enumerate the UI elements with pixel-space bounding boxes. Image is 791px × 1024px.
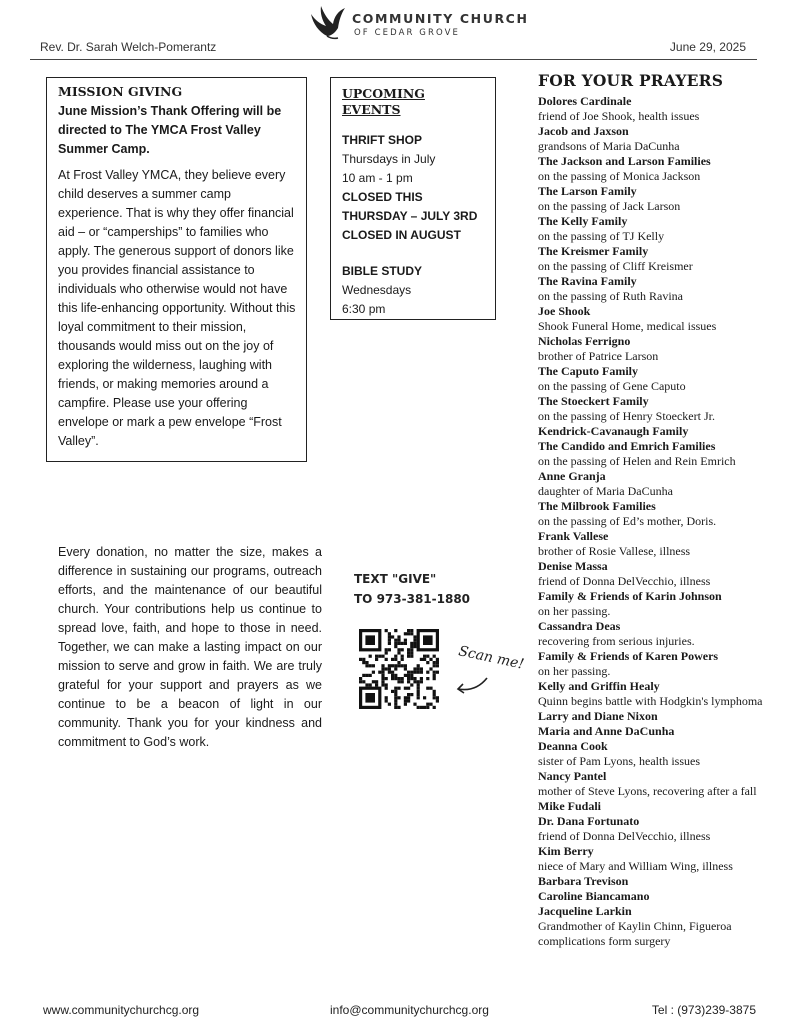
prayer-note: grandsons of Maria DaCunha bbox=[538, 139, 680, 153]
prayer-entry bbox=[538, 124, 783, 154]
footer-phone: Tel : (973)239-3875 bbox=[651, 1003, 756, 1017]
prayer-name: Dr. Dana Fortunato bbox=[538, 814, 640, 828]
prayer-note: friend of Joe Shook, health issues bbox=[538, 109, 700, 123]
prayer-note: on the passing of Gene Caputo bbox=[538, 379, 686, 393]
prayer-entry bbox=[538, 769, 783, 799]
prayer-entry bbox=[538, 94, 783, 124]
prayer-entry bbox=[538, 424, 783, 439]
prayer-list bbox=[538, 70, 783, 949]
footer-website[interactable]: www.communitychurchcg.org bbox=[43, 1003, 200, 1017]
mission-body: At Frost Valley YMCA, they believe every child deserves a summer camp experience. That is why they offer financial aid – or “camperships” to families who apply. The generous support of donors like you provides financial assistance to individuals who otherwise would not have this life-enhancing opportunity. Without this loyal commitment to their mission, thousands would miss out on the joy of exploring the wilderness, laughing with friends, or making memories around a campfire. Please use your offering envelope or mark a pew envelope “Frost Valley”. bbox=[58, 168, 296, 448]
prayer-note: on the passing of Helen and Rein Emrich bbox=[538, 454, 736, 468]
prayer-entry bbox=[538, 649, 783, 679]
prayer-name: Frank Vallese bbox=[538, 529, 609, 543]
prayer-name: Kim Berry bbox=[538, 844, 594, 858]
prayer-entry bbox=[538, 529, 783, 559]
thrift-shop-day: Thursdays in July bbox=[342, 152, 436, 166]
prayer-note: on the passing of Jack Larson bbox=[538, 199, 681, 213]
prayer-note: daughter of Maria DaCunha bbox=[538, 484, 673, 498]
prayer-note: friend of Donna DelVecchio, illness bbox=[538, 574, 711, 588]
prayer-name: Jacob and Jaxson bbox=[538, 124, 629, 138]
prayer-entry bbox=[538, 184, 783, 214]
prayer-name: Nicholas Ferrigno bbox=[538, 334, 631, 348]
prayer-name: The Larson Family bbox=[538, 184, 637, 198]
prayer-name: The Stoeckert Family bbox=[538, 394, 649, 408]
prayer-note: sister of Pam Lyons, health issues bbox=[538, 754, 700, 768]
prayer-note: on her passing. bbox=[538, 664, 611, 678]
scan-me-label: Scan me! bbox=[457, 643, 526, 673]
church-name: COMMUNITY CHURCH bbox=[352, 11, 529, 26]
prayer-entry bbox=[538, 904, 783, 949]
prayer-note: recovering from serious injuries. bbox=[538, 634, 695, 648]
prayer-name: The Jackson and Larson Families bbox=[538, 154, 711, 168]
prayer-name: Cassandra Deas bbox=[538, 619, 621, 633]
upcoming-events-box bbox=[330, 77, 496, 320]
prayer-entry bbox=[538, 334, 783, 364]
prayer-entry bbox=[538, 844, 783, 874]
prayer-entry bbox=[538, 619, 783, 649]
prayer-entry bbox=[538, 679, 783, 709]
prayer-note: brother of Patrice Larson bbox=[538, 349, 659, 363]
prayer-entry bbox=[538, 874, 783, 889]
prayer-entry bbox=[538, 724, 783, 739]
prayer-note: on her passing. bbox=[538, 604, 611, 618]
prayer-entry bbox=[538, 439, 783, 469]
prayer-name: The Kelly Family bbox=[538, 214, 628, 228]
prayer-entry bbox=[538, 304, 783, 334]
prayer-name: Family & Friends of Karen Powers bbox=[538, 649, 719, 663]
arrow-left-icon bbox=[455, 672, 489, 696]
prayer-note: on the passing of TJ Kelly bbox=[538, 229, 665, 243]
prayer-name: Jacqueline Larkin bbox=[538, 904, 632, 918]
prayer-entry bbox=[538, 469, 783, 499]
prayer-note: friend of Donna DelVecchio, illness bbox=[538, 829, 711, 843]
mission-giving-box bbox=[46, 77, 307, 462]
prayer-items bbox=[538, 94, 783, 949]
thrift-shop-title: THRIFT SHOP bbox=[342, 133, 422, 147]
prayer-note: Grandmother of Kaylin Chinn, Figueroa complications form surgery bbox=[538, 919, 732, 948]
prayers-title: FOR YOUR PRAYERS bbox=[538, 71, 724, 90]
prayer-note: on the passing of Cliff Kreismer bbox=[538, 259, 693, 273]
qr-code[interactable] bbox=[359, 625, 439, 718]
thrift-shop-closed-thursday: CLOSED THIS THURSDAY – JULY 3RD bbox=[342, 190, 478, 223]
prayer-entry bbox=[538, 889, 783, 904]
bible-study-day: Wednesdays bbox=[342, 283, 412, 297]
prayer-name: Caroline Biancamano bbox=[538, 889, 650, 903]
prayer-entry bbox=[538, 589, 783, 619]
prayer-name: The Kreismer Family bbox=[538, 244, 649, 258]
prayer-entry bbox=[538, 154, 783, 184]
prayer-name: Dolores Cardinale bbox=[538, 94, 632, 108]
events-title: UPCOMING EVENTS bbox=[342, 86, 425, 117]
prayer-entry bbox=[538, 799, 783, 814]
prayer-note: on the passing of Henry Stoeckert Jr. bbox=[538, 409, 715, 423]
prayer-name: Deanna Cook bbox=[538, 739, 608, 753]
header-divider bbox=[30, 59, 757, 60]
prayer-entry bbox=[538, 244, 783, 274]
prayer-entry bbox=[538, 739, 783, 769]
thrift-shop-closed-august: CLOSED IN AUGUST bbox=[342, 228, 461, 242]
prayer-name: Anne Granja bbox=[538, 469, 606, 483]
prayer-entry bbox=[538, 394, 783, 424]
prayer-entry bbox=[538, 274, 783, 304]
thrift-shop-section bbox=[342, 131, 485, 319]
prayer-entry bbox=[538, 214, 783, 244]
prayer-name: Kelly and Griffin Healy bbox=[538, 679, 660, 693]
prayer-note: on the passing of Ruth Ravina bbox=[538, 289, 683, 303]
prayer-entry bbox=[538, 559, 783, 589]
prayer-note: Quinn begins battle with Hodgkin's lymphoma bbox=[538, 694, 763, 708]
text-give-instructions bbox=[354, 569, 470, 609]
prayer-entry bbox=[538, 499, 783, 529]
prayer-name: Family & Friends of Karin Johnson bbox=[538, 589, 722, 603]
text-give-line2: TO 973-381-1880 bbox=[354, 592, 471, 606]
bulletin-date: June 29, 2025 bbox=[669, 40, 746, 54]
dove-icon bbox=[305, 2, 349, 42]
prayer-name: Denise Massa bbox=[538, 559, 608, 573]
prayer-name: Nancy Pantel bbox=[538, 769, 607, 783]
footer-email[interactable]: info@communitychurchcg.org bbox=[330, 1003, 489, 1017]
prayer-note: brother of Rosie Vallese, illness bbox=[538, 544, 691, 558]
prayer-name: Mike Fudali bbox=[538, 799, 602, 813]
prayer-name: The Caputo Family bbox=[538, 364, 639, 378]
prayer-name: Joe Shook bbox=[538, 304, 591, 318]
church-logo bbox=[305, 2, 529, 42]
text-give-line1: TEXT "GIVE" bbox=[354, 572, 437, 586]
mission-lead: June Mission’s Thank Offering will be directed to The YMCA Frost Valley Summer Camp. bbox=[58, 104, 282, 156]
prayer-entry bbox=[538, 814, 783, 844]
prayer-entry bbox=[538, 364, 783, 394]
bible-study-title: BIBLE STUDY bbox=[342, 264, 423, 278]
prayer-note: mother of Steve Lyons, recovering after a fall bbox=[538, 784, 757, 798]
bible-study-time: 6:30 pm bbox=[342, 302, 386, 316]
pastor-name: Rev. Dr. Sarah Welch-Pomerantz bbox=[40, 40, 217, 54]
prayer-name: Larry and Diane Nixon bbox=[538, 709, 658, 723]
mission-title: MISSION GIVING bbox=[58, 84, 183, 99]
prayer-note: niece of Mary and William Wing, illness bbox=[538, 859, 733, 873]
prayer-name: The Milbrook Families bbox=[538, 499, 656, 513]
prayer-entry bbox=[538, 709, 783, 724]
qr-code-icon bbox=[359, 625, 439, 713]
donation-paragraph: Every donation, no matter the size, makes a difference in sustaining our programs, outreach efforts, and the maintenance of our beautiful church. Your contributions help us continue to spread love, faith, and hope to those in need. Together, we can make a lasting impact on our mission to serve and grow in faith. We are truly grateful for your support and prayers as we continue to be a beacon of light in our community. Thank you for your kindness and commitment to God’s work. bbox=[58, 545, 322, 749]
prayer-name: Maria and Anne DaCunha bbox=[538, 724, 675, 738]
prayer-name: Barbara Trevison bbox=[538, 874, 629, 888]
prayer-note: on the passing of Ed’s mother, Doris. bbox=[538, 514, 717, 528]
thrift-shop-time: 10 am - 1 pm bbox=[342, 171, 413, 185]
prayer-name: The Ravina Family bbox=[538, 274, 637, 288]
prayer-note: Shook Funeral Home, medical issues bbox=[538, 319, 717, 333]
prayer-name: The Candido and Emrich Families bbox=[538, 439, 716, 453]
prayer-name: Kendrick-Cavanaugh Family bbox=[538, 424, 689, 438]
church-location: OF CEDAR GROVE bbox=[354, 28, 461, 38]
prayer-note: on the passing of Monica Jackson bbox=[538, 169, 701, 183]
